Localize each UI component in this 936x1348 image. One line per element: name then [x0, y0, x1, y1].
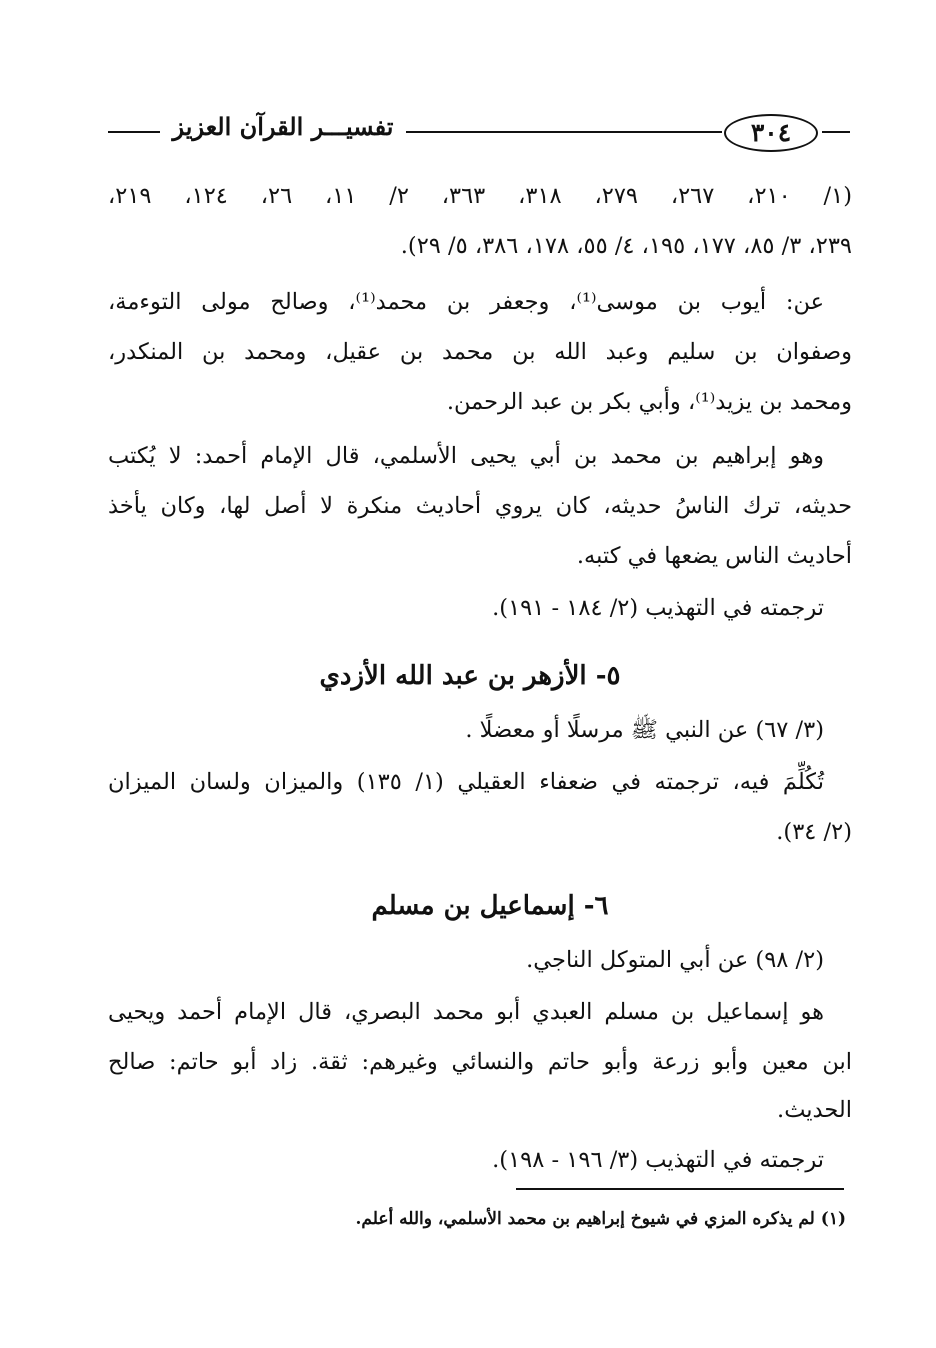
text-line: وصفوان بن سليم وعبد الله بن محمد بن عقيل، ومحمد بن المنكدر،	[108, 339, 852, 365]
text-line: (٣/ ٦٧) عن النبي ﷺ مرسلًا أو معضلًا .	[465, 717, 824, 743]
text-line: (٢/ ٩٨) عن أبي المتوكل الناجي.	[526, 947, 824, 973]
text-line: (١/ ٢١٠، ٢٦٧، ٢٧٩، ٣١٨، ٣٦٣، ٢/ ١١، ٢٦، ١٢٤، ٢١٩،	[108, 183, 852, 209]
text-line: ابن معين وأبو زرعة وأبو حاتم والنسائي وغيرهم: ثقة. زاد أبو حاتم: صالح	[108, 1049, 852, 1075]
text-line: ٢٣٩، ٣/ ٨٥، ١٧٧، ١٩٥، ٤/ ٥٥، ١٧٨، ٣٨٦، ٥/ ٢٩).	[400, 233, 852, 259]
text-line: ترجمته في التهذيب (٣/ ١٩٦ - ١٩٨).	[492, 1147, 824, 1173]
text-line: أحاديث الناس يضعها في كتبه.	[576, 543, 852, 569]
header-rule-right	[822, 131, 850, 133]
running-title: تفسيـــر القرآن العزيز	[172, 112, 394, 141]
text-line: ترجمته في التهذيب (٢/ ١٨٤ - ١٩١).	[492, 595, 824, 621]
text-line: عن: أيوب بن موسى⁽¹⁾، وجعفر بن محمد⁽¹⁾، وصالح مولى التوءمة،	[108, 289, 824, 315]
text-line: وهو إبراهيم بن محمد بن أبي يحيى الأسلمي، قال الإمام أحمد: لا يُكتب	[108, 443, 824, 469]
text-line: تُكُلِّمَ فيه، ترجمته في ضعفاء العقيلي (١/ ١٣٥) والميزان ولسان الميزان	[108, 769, 824, 795]
section-heading: ٦- إسماعيل بن مسلم	[371, 891, 609, 921]
footnote: (١) لم يذكره المزي في شيوخ إبراهيم بن محمد الأسلمي، والله أعلم.	[355, 1209, 846, 1229]
footnote-rule	[516, 1188, 844, 1190]
text-line: الحديث.	[777, 1097, 852, 1123]
section-heading: ٥- الأزهر بن عبد الله الأزدي	[319, 661, 621, 691]
header-rule-middle	[406, 131, 722, 133]
page-number: ٣٠٤	[724, 114, 818, 152]
text-line: حديثه، ترك الناسُ حديثه، كان يروي أحاديث منكرة لا أصل لها، وكان يأخذ	[108, 493, 852, 519]
text-line: (٢/ ٣٤).	[776, 819, 852, 845]
text-line: هو إسماعيل بن مسلم العبدي أبو محمد البصري، قال الإمام أحمد ويحيى	[108, 999, 824, 1025]
text-line: ومحمد بن يزيد⁽¹⁾، وأبي بكر بن عبد الرحمن.	[446, 389, 852, 415]
header-rule-left	[108, 131, 160, 133]
